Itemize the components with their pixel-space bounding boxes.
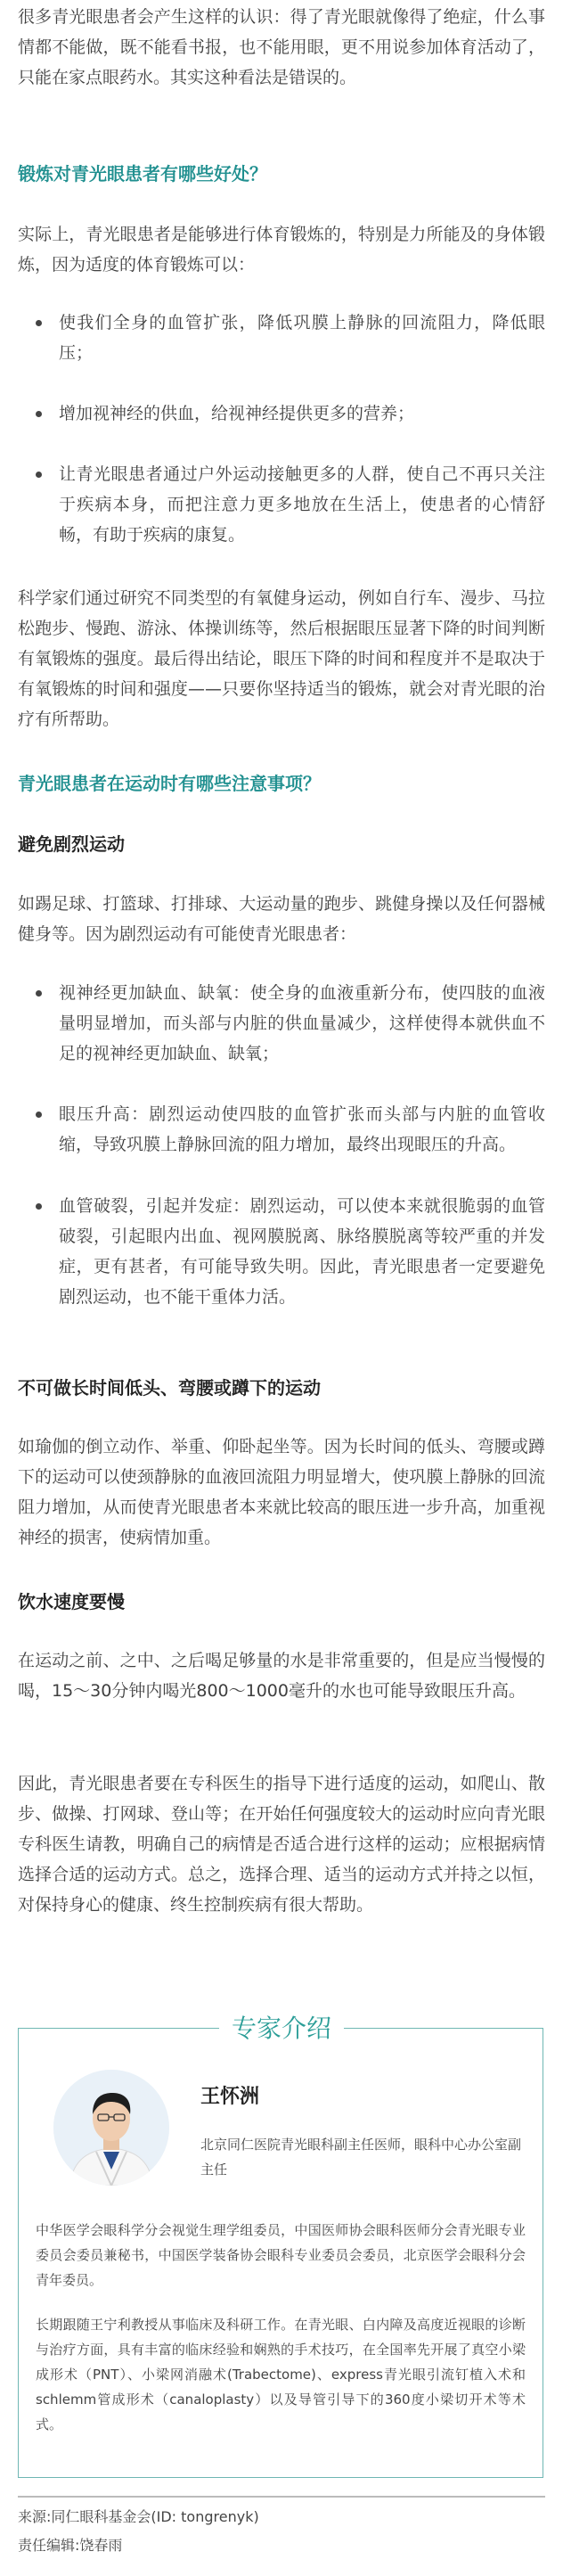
expert-name: 王怀洲	[200, 2086, 260, 2108]
bullet-icon	[36, 411, 42, 417]
benefits-list	[18, 398, 545, 429]
expert-experience: 长期跟随王宁利教授从事临床及科研工作。在青光眼、白内障及高度近视眼的诊断与治疗方面，具有丰富的临床经验和娴熟的手术技巧，在全国率先开展了真空小梁成形术（PNT）、小梁网消融术(Trabectome)、express青光眼引流钉植入术和schlemm管成形术（canaloplasty）以及导管引导下的360度小梁切开术等术式。	[36, 2317, 526, 2432]
expert-title: 北京同仁医院青光眼科副主任医师，眼科中心办公室副主任	[200, 2137, 522, 2178]
list-item: 让青光眼患者通过户外运动接触更多的人群，使自己不再只关注于疾病本身，而把注意力更多地放在生活上，使患者的心情舒畅，有助于疾病的康复。	[18, 459, 545, 550]
list-item: 视神经更加缺血、缺氧：使全身的血液重新分布，使四肢的血液量明显增加，而头部与内脏的供血量减少，这样使得本就供血不足的视神经更加缺血、缺氧；	[18, 978, 545, 1069]
intro-paragraph: 很多青光眼患者会产生这样的认识：得了青光眼就像得了绝症，什么事情都不能做，既不能看书报，也不能用眼，更不用说参加体育活动了，只能在家点眼药水。其实这种看法是错误的。	[18, 7, 545, 87]
expert-affiliations: 中华医学会眼科学分会视觉生理学组委员，中国医师协会眼科医师分会青光眼专业委员会委员兼秘书，中国医学装备协会眼科专业委员会委员，北京医学会眼科分会青年委员。	[36, 2222, 526, 2288]
research-paragraph: 科学家们通过研究不同类型的有氧健身运动，例如自行车、漫步、马拉松跑步、慢跑、游泳、体操训练等，然后根据眼压显著下降的时间判断有氧锻炼的强度。最后得出结论，眼压下降的时间和程度并不是取决于有氧锻炼的时间和强度——只要你坚持适当的锻炼，就会对青光眼的治疗有所帮助。	[18, 588, 545, 729]
avoid-strenuous-paragraph: 如踢足球、打篮球、打排球、大运动量的跑步、跳健身操以及任何器械健身等。因为剧烈运动有可能使青光眼患者：	[18, 894, 545, 944]
no-bending-paragraph: 如瑜伽的倒立动作、举重、仰卧起坐等。因为长时间的低头、弯腰或蹲下的运动可以使颈静脉的血液回流阻力明显增大，使巩膜上静脉的回流阻力增加，从而使青光眼患者本来就比较高的眼压进一步升高，加重视神经的损害，使病情加重。	[18, 1437, 545, 1547]
editor-line: 责任编辑:饶春雨	[18, 2537, 123, 2554]
benefits-intro-paragraph: 实际上，青光眼患者是能够进行体育锻炼的，特别是力所能及的身体锻炼，因为适度的体育锻炼可以：	[18, 225, 545, 275]
risk-list	[18, 1191, 545, 1312]
list-item: 增加视神经的供血，给视神经提供更多的营养；	[18, 398, 545, 429]
source-line: 来源:同仁眼科基金会(ID: tongrenyk)	[18, 2508, 259, 2525]
bullet-icon	[36, 990, 42, 997]
avatar	[53, 2070, 169, 2186]
risk-list	[18, 1099, 545, 1160]
expert-section-title: 专家介绍	[0, 2011, 563, 2047]
bullet-icon	[36, 1203, 42, 1210]
section-heading-precautions: 青光眼患者在运动时有哪些注意事项？	[18, 773, 321, 794]
subheading-drink-slowly: 饮水速度要慢	[18, 1591, 125, 1612]
divider	[18, 2496, 545, 2498]
list-item: 血管破裂，引起并发症：剧烈运动，可以使本来就很脆弱的血管破裂，引起眼内出血、视网膜脱离、脉络膜脱离等较严重的并发症，更有甚者，有可能导致失明。因此，青光眼患者一定要避免剧烈运动，也不能干重体力活。	[18, 1191, 545, 1312]
subheading-no-bending: 不可做长时间低头、弯腰或蹲下的运动	[18, 1377, 321, 1399]
drink-slowly-paragraph: 在运动之前、之中、之后喝足够量的水是非常重要的，但是应当慢慢的喝，15～30分钟内喝光800～1000毫升的水也可能导致眼压升高。	[18, 1651, 545, 1701]
section-heading-benefits: 锻炼对青光眼患者有哪些好处？	[18, 163, 267, 185]
benefits-list	[18, 459, 545, 550]
bullet-icon	[36, 472, 42, 478]
list-item: 使我们全身的血管扩张，降低巩膜上静脉的回流阻力，降低眼压；	[18, 308, 545, 368]
benefits-list	[18, 308, 545, 368]
list-item: 眼压升高：剧烈运动使四肢的血管扩张而头部与内脏的血管收缩，导致巩膜上静脉回流的阻力增加，最终出现眼压的升高。	[18, 1099, 545, 1160]
doctor-portrait-icon	[53, 2070, 169, 2186]
conclusion-paragraph: 因此，青光眼患者要在专科医生的指导下进行适度的运动，如爬山、散步、做操、打网球、登山等；在开始任何强度较大的运动时应向青光眼专科医生请教，明确自己的病情是否适合进行这样的运动；应根据病情选择合适的运动方式。总之，选择合理、适当的运动方式并持之以恒，对保持身心的健康、终生控制疾病有很大帮助。	[18, 1774, 545, 1915]
subheading-avoid-strenuous: 避免剧烈运动	[18, 833, 125, 855]
bullet-icon	[36, 1112, 42, 1118]
bullet-icon	[36, 320, 42, 326]
risk-list	[18, 978, 545, 1069]
